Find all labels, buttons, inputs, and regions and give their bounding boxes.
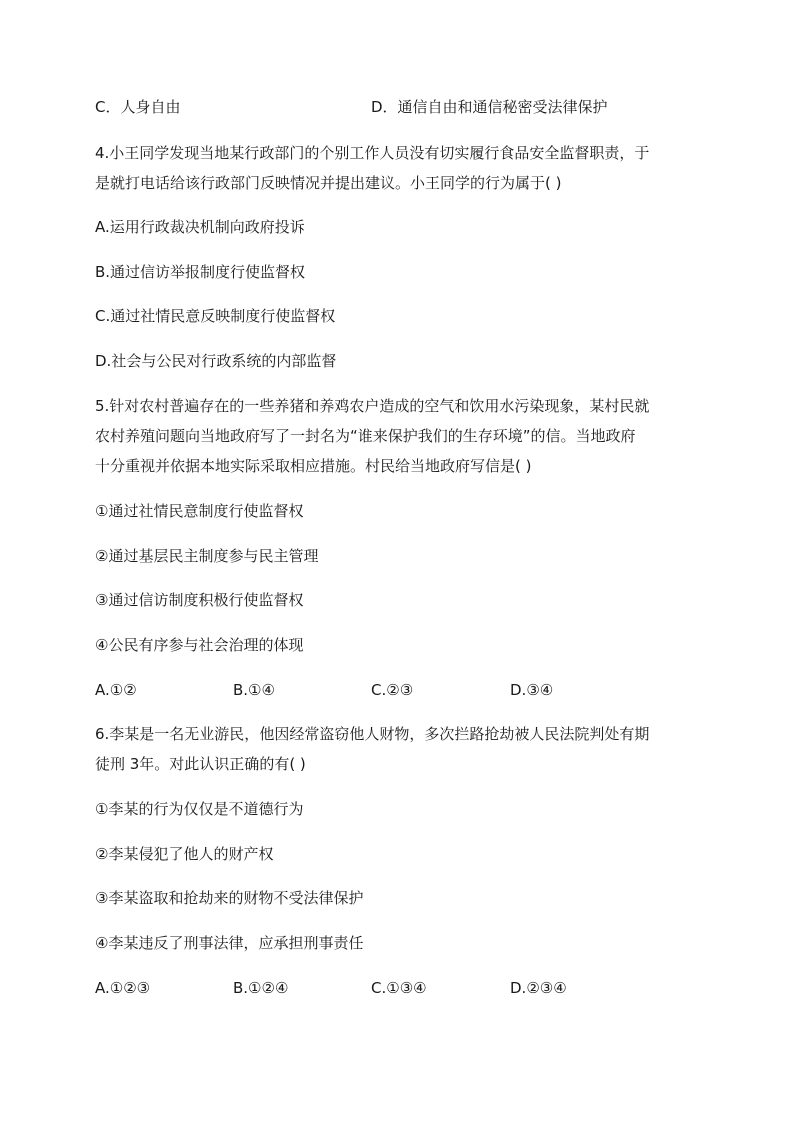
q5-item-4: ④公民有序参与社会治理的体现: [95, 636, 304, 654]
q4-option-d: D.社会与公民对行政系统的内部监督: [95, 352, 337, 370]
q5-option-c: C.②③: [371, 681, 414, 699]
q5-item-3: ③通过信访制度积极行使监督权: [95, 591, 304, 609]
q5-stem-line-1: 5.针对农村普遍存在的一些养猪和养鸡农户造成的空气和饮用水污染现象，某村民就: [95, 397, 650, 415]
q6-option-b: B.①②④: [233, 979, 289, 997]
q6-stem-line-2: 徒刑 3年。对此认识正确的有( ): [95, 755, 306, 773]
q5-stem-line-2: 农村养殖问题向当地政府写了一封名为“谁来保护我们的生存环境”的信。当地政府: [95, 427, 636, 445]
q4-stem-line-2: 是就打电话给该行政部门反映情况并提出建议。小王同学的行为属于( ): [95, 174, 562, 192]
q6-item-3: ③李某盗取和抢劫来的财物不受法律保护: [95, 889, 364, 907]
q5-stem-line-3: 十分重视并依据本地实际采取相应措施。村民给当地政府写信是( ): [95, 457, 532, 475]
q5-option-d: D.③④: [510, 681, 554, 699]
q6-item-2: ②李某侵犯了他人的财产权: [95, 845, 274, 863]
q3-option-d: D．通信自由和通信秘密受法律保护: [371, 98, 608, 116]
q5-item-1: ①通过社情民意制度行使监督权: [95, 502, 304, 520]
q5-option-a: A.①②: [95, 681, 137, 699]
q3-option-c: C．人身自由: [95, 98, 181, 116]
q5-option-b: B.①④: [233, 681, 275, 699]
q4-option-b: B.通过信访举报制度行使监督权: [95, 263, 306, 281]
q6-item-1: ①李某的行为仅仅是不道德行为: [95, 800, 304, 818]
q4-option-c: C.通过社情民意反映制度行使监督权: [95, 307, 336, 325]
q5-item-2: ②通过基层民主制度参与民主管理: [95, 547, 319, 565]
q6-stem-line-1: 6.李某是一名无业游民，他因经常盗窃他人财物，多次拦路抢劫被人民法院判处有期: [95, 725, 650, 743]
q6-option-a: A.①②③: [95, 979, 151, 997]
q6-item-4: ④李某违反了刑事法律，应承担刑事责任: [95, 934, 364, 952]
q4-stem-line-1: 4.小王同学发现当地某行政部门的个别工作人员没有切实履行食品安全监督职责，于: [95, 144, 650, 162]
q6-option-d: D.②③④: [510, 979, 567, 997]
q4-option-a: A.运用行政裁决机制向政府投诉: [95, 218, 305, 236]
q6-option-c: C.①③④: [371, 979, 427, 997]
